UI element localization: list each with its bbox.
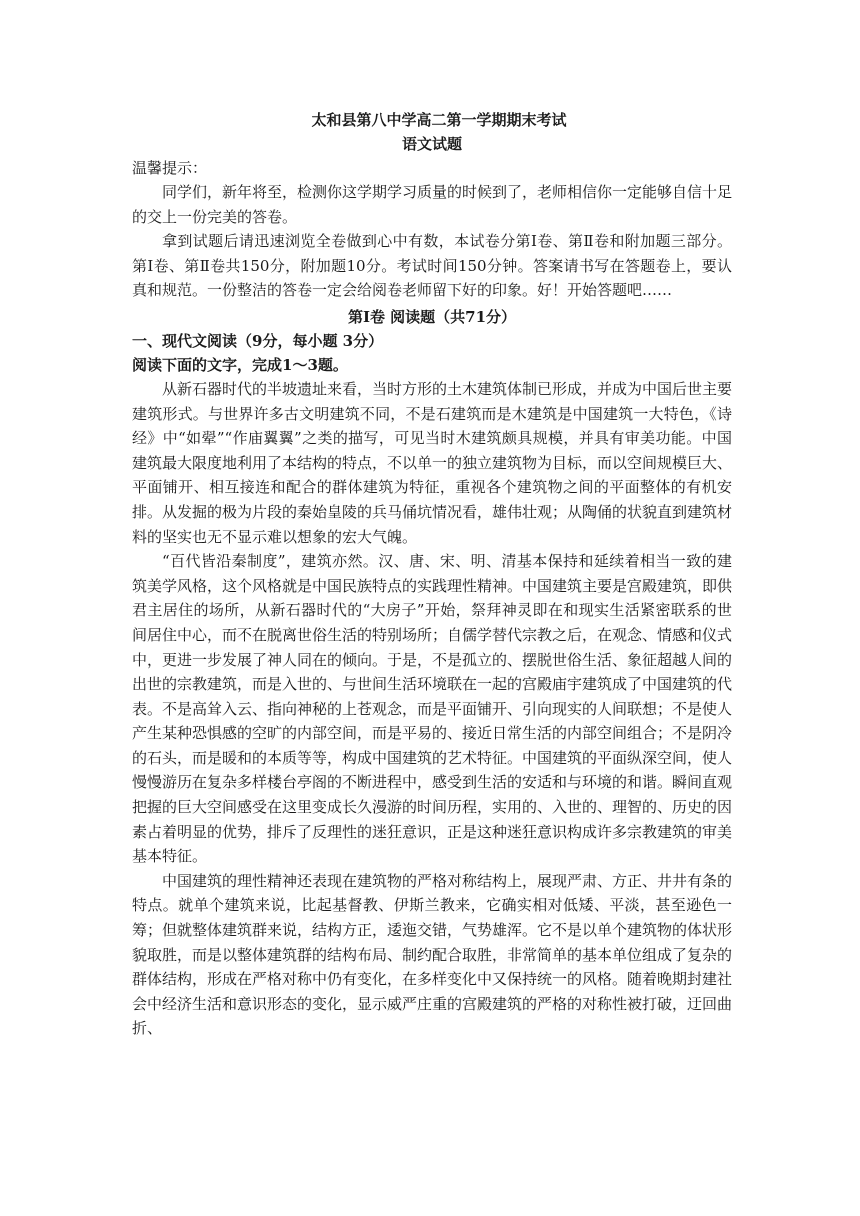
notice-label: 温馨提示： [132, 159, 208, 177]
reading-instruction: 阅读下面的文字，完成1～3题。 [132, 355, 348, 374]
section-title: 第Ⅰ卷 阅读题（共71分） [347, 307, 517, 326]
notice-paragraph: 同学们，新年将至，检测你这学期学习质量的时候到了，老师相信你一定能够自信十足的交上一份完美的答卷。 [132, 183, 733, 226]
passage-paragraph: “百代皆沿秦制度”，建筑亦然。汉、唐、宋、明、清基本保持和延续着相当一致的建筑美学风格，这个风格就是中国民族特点的实践理性精神。中国建筑主要是宫殿建筑，即供君主居住的场所，从新石器时代的“大房子”开始，祭拜神灵即在和现实生活紧密联系的世间居住中心，而不在脱离世俗生活的特别场所；自儒学替代宗教之后，在观念、情感和仪式中，更进一步发展了神人同在的倾向。于是，不是孤立的、摆脱世俗生活、象征超越人间的出世的宗教建筑，而是入世的、与世间生活环境联在一起的宫殿庙宇建筑成了中国建筑的代表。不是高耸入云、指向神秘的上苍观念，而是平面铺开、引向现实的人间联想；不是使人产生某种恐惧感的空旷的内部空间，而是平易的、接近日常生活的内部空间组合；不是阴冷的石头，而是暖和的本质等等，构成中国建筑的艺术特征。中国建筑的平面纵深空间，使人慢慢游历在复杂多样楼台亭阁的不断进程中，感受到生活的安适和与环境的和谐。瞬间直观把握的巨大空间感受在这里变成长久漫游的时间历程，实用的、入世的、理智的、历史的因素占着明显的优势，排斥了反理性的迷狂意识，正是这种迷狂意识构成许多宗教建筑的审美基本特征。 [132, 552, 733, 866]
exam-subtitle: 语文试题 [401, 135, 462, 153]
reading-passage [132, 377, 732, 1041]
exam-title: 太和县第八中学高二第一学期期末考试 [311, 111, 567, 129]
notice-paragraph: 拿到试题后请迅速浏览全卷做到心中有数，本试卷分第Ⅰ卷、第Ⅱ卷和附加题三部分。第Ⅰ卷、第Ⅱ卷共150分，附加题10分。考试时间150分钟。答案请书写在答题卷上，要认真和规范。一份整洁的答卷一定会给阅卷老师留下好的印象。好！开始答题吧…… [132, 232, 732, 300]
passage-paragraph: 从新石器时代的半坡遗址来看，当时方形的土木建筑体制已形成，并成为中国后世主要建筑形式。与世界许多古文明建筑不同，不是石建筑而是木建筑是中国建筑一大特色，《诗经》中“如翚”“作庙翼翼”之类的描写，可见当时木建筑颇具规模，并具有审美功能。中国建筑最大限度地利用了本结构的特点，不以单一的独立建筑物为目标，而以空间规模巨大、平面铺开、相互接连和配合的群体建筑为特征，重视各个建筑物之间的平面整体的有机安排。从发掘的极为片段的秦始皇陵的兵马俑坑情况看，雄伟壮观；从陶俑的状貌直到建筑材料的坚实也无不显示难以想象的宏大气魄。 [132, 379, 733, 546]
passage-paragraph: 中国建筑的理性精神还表现在建筑物的严格对称结构上，展现严肃、方正、井井有条的特点。就单个建筑来说，比起基督教、伊斯兰教来，它确实相对低矮、平淡，甚至逊色一筹；但就整体建筑群来说，结构方正，逶迤交错，气势雄浑。它不是以单个建筑物的体状形貌取胜，而是以整体建筑群的结构布局、制约配合取胜，非常简单的基本单位组成了复杂的群体结构，形成在严格对称中仍有变化，在多样变化中又保持统一的风格。随着晚期封建社会中经济生活和意识形态的变化，显示威严庄重的宫殿建筑的严格的对称性被打破，迂回曲折、 [132, 871, 733, 1038]
part-heading: 一、现代文阅读（9分，每小题 3分） [132, 331, 384, 350]
